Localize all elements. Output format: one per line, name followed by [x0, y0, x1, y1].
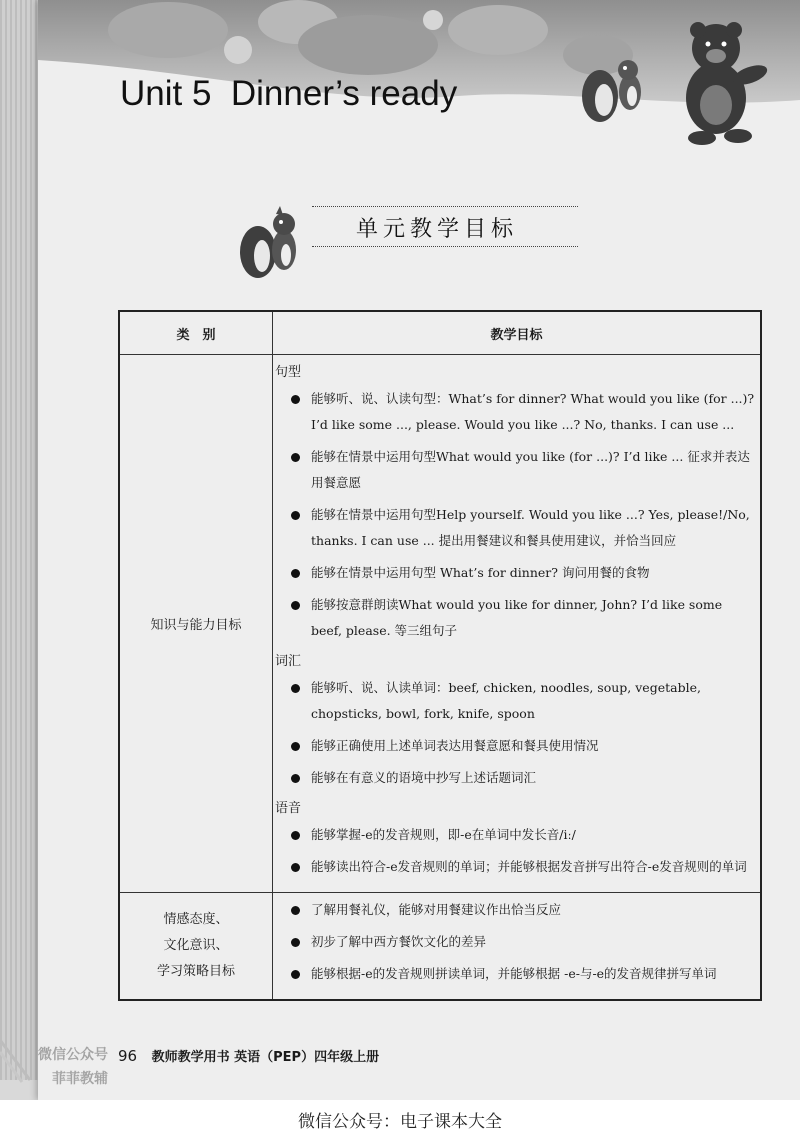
table-row-affective	[119, 893, 761, 1001]
heading-bottom-rule	[312, 246, 578, 247]
category-line: 情感态度、	[163, 912, 229, 927]
subheading-phonics: 语音	[275, 801, 302, 816]
list-item: 能够正确使用上述单词表达用餐意愿和餐具使用情况	[275, 733, 756, 759]
list-item: 了解用餐礼仪，能够对用餐建议作出恰当反应	[275, 897, 756, 923]
page-number: 96	[118, 1047, 138, 1065]
list-item: 能够掌握-e的发音规则，即-e在单词中发长音/iː/	[275, 822, 756, 848]
column-header-category: 类 别	[119, 311, 273, 355]
page-footer	[118, 1046, 379, 1065]
list-item: 能够在情景中运用句型Help yourself. Would you like ...? Yes, please!/No, thanks. I can use ... 提出用餐建议和餐具使用建议，并恰当回应	[275, 502, 756, 554]
teaching-goals-table	[118, 310, 762, 1001]
table-header-row	[119, 311, 761, 355]
table-row-knowledge	[119, 355, 761, 893]
watermark-line2: 菲菲教辅	[52, 1071, 108, 1087]
bottom-caption: 微信公众号：电子课本大全	[0, 1100, 800, 1148]
goals-affective	[273, 893, 762, 1001]
subheading-vocabulary: 词汇	[275, 654, 302, 669]
column-header-goals: 教学目标	[273, 311, 762, 355]
wechat-watermark	[0, 1030, 130, 1090]
list-item: 能够在情景中运用句型 What’s for dinner? 询问用餐的食物	[275, 560, 756, 586]
list-item: 初步了解中西方餐饮文化的差异	[275, 929, 756, 955]
category-line: 学习策略目标	[156, 964, 235, 979]
watermark-line1: 微信公众号	[38, 1047, 108, 1063]
unit-title: Unit 5 Dinner’s ready	[120, 74, 458, 113]
subheading-sentences: 句型	[275, 365, 302, 380]
list-item: 能够读出符合-e发音规则的单词；并能够根据发音拼写出符合-e发音规则的单词	[275, 854, 756, 880]
page-edges	[0, 0, 40, 1080]
category-line: 文化意识、	[163, 938, 229, 953]
category-knowledge: 知识与能力目标	[119, 355, 273, 893]
goals-knowledge	[273, 355, 762, 893]
list-item: 能够在情景中运用句型What would you like (for ...)? I’d like ... 征求并表达用餐意愿	[275, 444, 756, 496]
list-item: 能够听、说、认读句型：What’s for dinner? What would you like (for ...)? I’d like some ..., please. Would you like ...? No, thanks. I can use ...	[275, 386, 756, 438]
book-title: 教师教学用书 英语（PEP）四年级上册	[151, 1050, 380, 1065]
heading-top-rule	[312, 206, 578, 207]
list-item: 能够根据-e的发音规则拼读单词，并能够根据 -e-与-e的发音规律拼写单词	[275, 961, 756, 987]
section-title: 单元教学目标	[356, 217, 519, 242]
watermark-stripes-icon	[0, 1030, 40, 1090]
list-item: 能够按意群朗读What would you like for dinner, John? I’d like some beef, please. 等三组句子	[275, 592, 756, 644]
squirrel-icon	[236, 200, 326, 290]
list-item: 能够听、说、认读单词：beef, chicken, noodles, soup, vegetable, chopsticks, bowl, fork, knife, spoon	[275, 675, 756, 727]
list-item: 能够在有意义的语境中抄写上述话题词汇	[275, 765, 756, 791]
category-affective	[119, 893, 273, 1001]
